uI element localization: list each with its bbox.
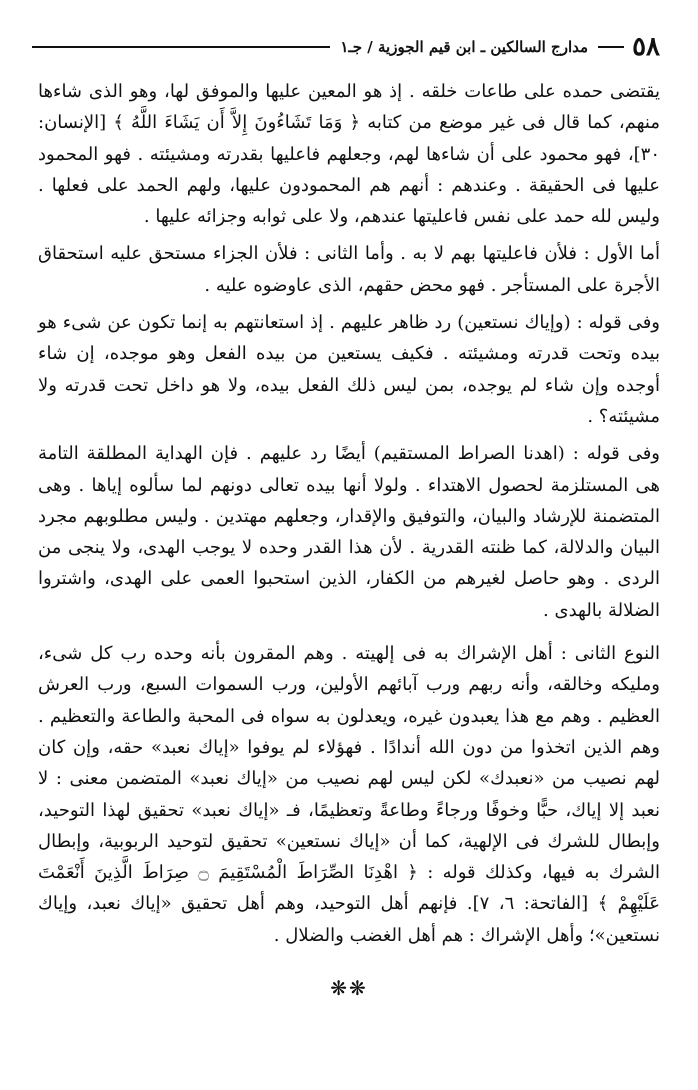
section-ornament: ❋❋ bbox=[330, 976, 368, 1000]
paragraph-3: وفى قوله : (وإياك نستعين) رد ظاهر عليهم . إذ استعانتهم به إنما تكون عن شىء هو بيده وتحت قدرته ومشيئته . فكيف يستعين من بيده الفعل وهو موجده، إن شاء أوجده وإن شاء لم يوجده، بمن ليس ذلك الفعل بيده، ولا هو داخل تحت قدرته ولا مشيئته؟ . bbox=[38, 312, 660, 427]
page-header bbox=[32, 30, 660, 64]
page-number: ٥٨ bbox=[632, 32, 660, 62]
header-rule-long bbox=[32, 46, 330, 48]
running-title: مدارج السالكين ـ ابن قيم الجوزية / جـ١ bbox=[340, 38, 589, 56]
paragraph-1: يقتضى حمده على طاعات خلقه . إذ هو المعين عليها والموفق لها، وهو الذى شاءها منهم، كما قال فى غير موضع من كتابه ﴿ وَمَا تَشَاءُونَ إِلاَّ أَن يَشَاءَ اللَّهُ ﴾ [الإنسان: ٣٠]، فهو محمود على أن شاءها لهم، وجعلهم فاعليها بقدرته ومشيئته . فهو المحمود عليها فى الحقيقة . وعندهم : أنهم هم المحمودون عليها، ولهم الحمد على فعلها . وليس لله حمد على نفس فاعليتها عندهم، ولا على ثوابه وجزائه عليها . bbox=[38, 81, 660, 228]
paragraph-2: أما الأول : فلأن فاعليتها بهم لا به . وأما الثانى : فلأن الجزاء مستحق عليه استحقاق الأجرة على المستأجر . فهو محض حقهم، الذى عاوضوه عليه . bbox=[38, 243, 660, 296]
paragraph-4: وفى قوله : (اهدنا الصراط المستقيم) أيضًا رد عليهم . فإن الهداية المطلقة التامة هى المستلزمة لحصول الاهتداء . ولولا أنها بيده تعالى دونهم لما سألوه إياها . وهى المتضمنة للإرشاد والبيان، والتوفيق والإقدار، وجعلهم مهتدين . وليس مطلوبهم مجرد البيان والدلالة، كما ظنته القدرية . لأن هذا القدر وحده لا يوجب الهدى، ولا ينجى من الردى . وهو حاصل لغيرهم من الكفار، الذين استحبوا العمى على الهدى، واشتروا الضلالة بالهدى . bbox=[38, 443, 660, 621]
page-body bbox=[38, 76, 660, 957]
paragraph-5: النوع الثانى : أهل الإشراك به فى إلهيته . وهم المقرون بأنه وحده رب كل شىء، ومليكه وخالقه، وأنه ربهم ورب آبائهم الأولين، ورب السموات السبع، ورب العرش العظيم . وهم مع هذا يعبدون غيره، ويعدلون به سواه فى المحبة والطاعة والتعظيم . وهم الذين اتخذوا من دون الله أندادًا . فهؤلاء لم يوفوا «إياك نعبد» حقه، وإن كان لهم نصيب من «نعبدك» لكن ليس لهم نصيب من «إياك نعبد» المتضمن معنى : لا نعبد إلا إياك، حبًّا وخوفًا ورجاءً وطاعةً وتعظيمًا، فـ «إياك نعبد» تحقيق لهذا التوحيد، وإبطال للشرك فى الإلهية، كما أن «إياك نستعين» تحقيق لتوحيد الربوبية، وإبطال الشرك به فيها، وكذلك قوله : ﴿ اهْدِنَا الصِّرَاطَ الْمُسْتَقِيمَ ۝ صِرَاطَ الَّذِينَ أَنْعَمْتَ عَلَيْهِمْ ﴾ [الفاتحة: ٦، ٧]. فإنهم أهل التوحيد، وهم أهل تحقيق «إياك نعبد، وإياك نستعين»؛ وأهل الإشراك : هم أهل الغضب والضلال . bbox=[38, 643, 661, 946]
header-rule-short bbox=[598, 46, 624, 48]
